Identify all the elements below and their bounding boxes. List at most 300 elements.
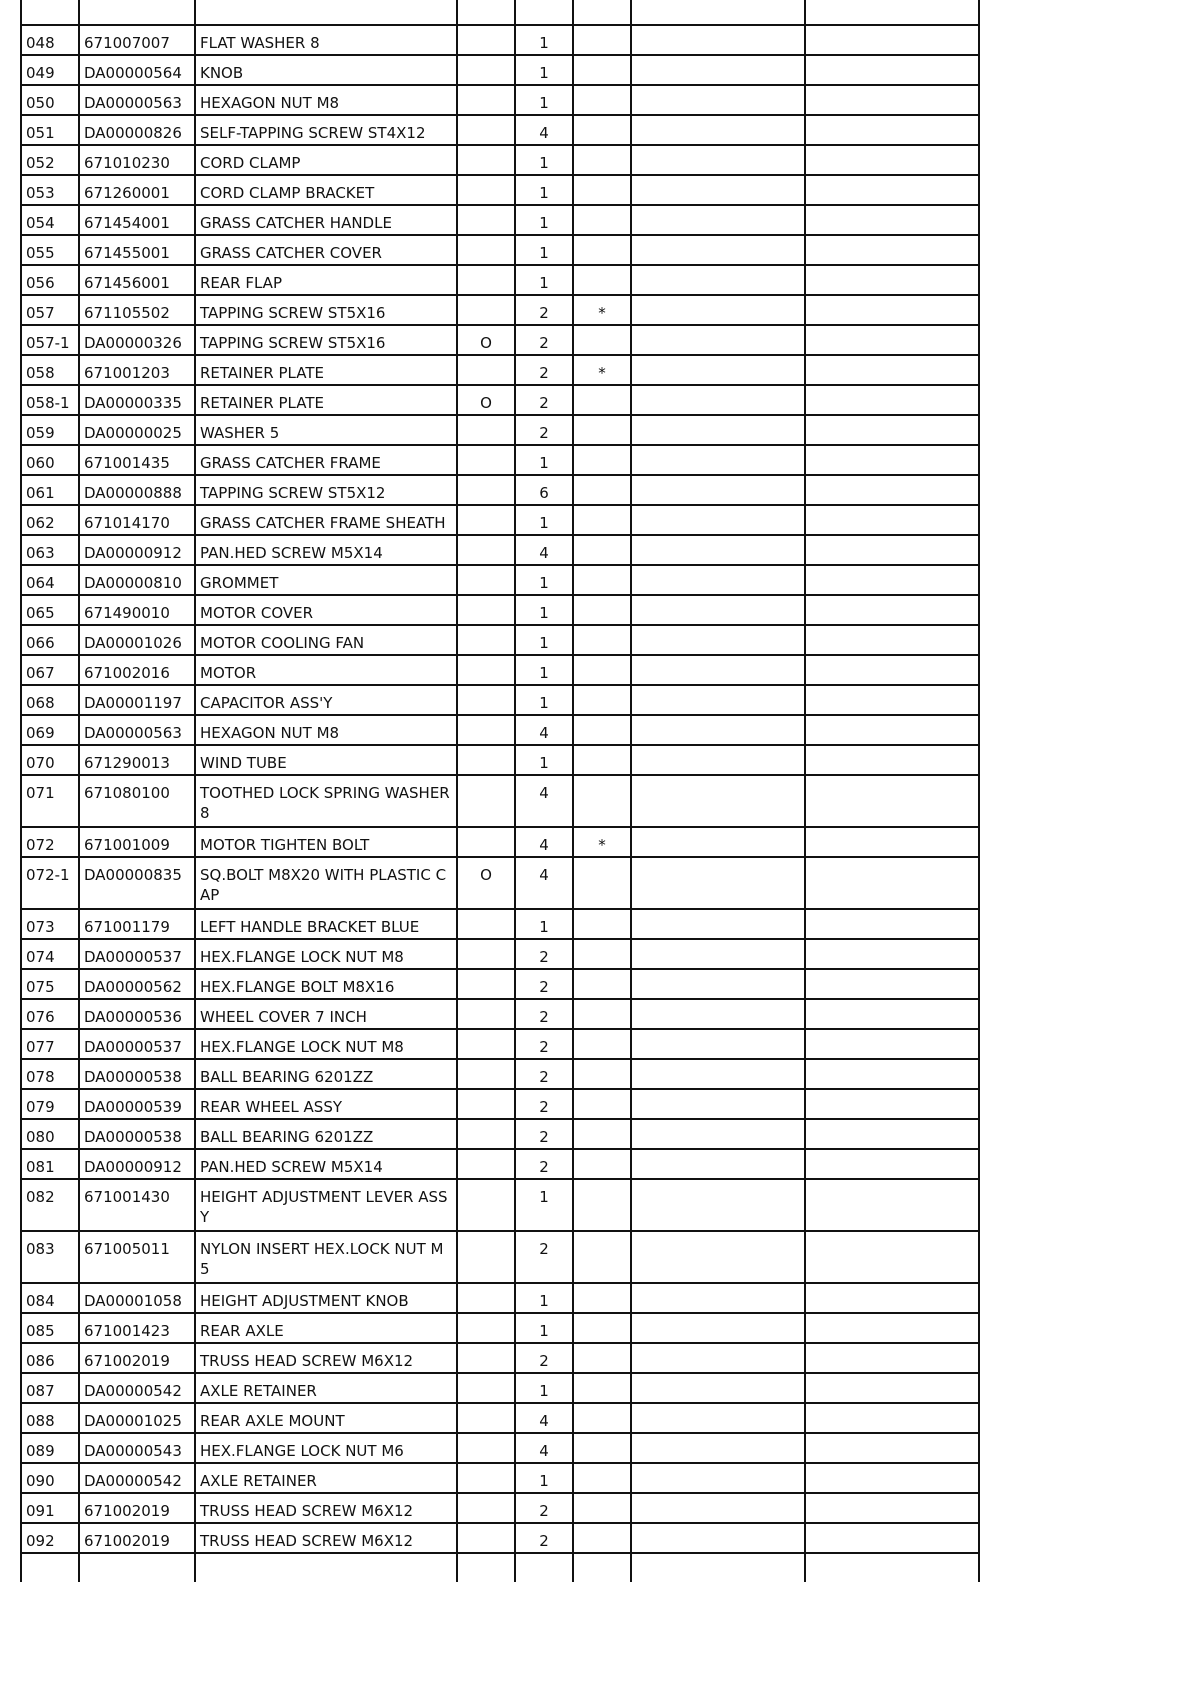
part-number-cell: DA00000835 — [79, 857, 195, 909]
item-number-cell: 072 — [21, 827, 79, 857]
notes-cell — [631, 1149, 805, 1179]
item-number-cell: 081 — [21, 1149, 79, 1179]
remarks-cell — [805, 505, 979, 535]
option-cell — [457, 909, 515, 939]
option-cell — [457, 1119, 515, 1149]
notes-cell — [631, 685, 805, 715]
part-number-cell: 671001179 — [79, 909, 195, 939]
part-number-cell: DA00000912 — [79, 1149, 195, 1179]
description-cell: PAN.HED SCREW M5X14 — [195, 535, 457, 565]
remarks-cell — [805, 25, 979, 55]
part-number-cell: DA00000563 — [79, 85, 195, 115]
part-number-cell: DA00000335 — [79, 385, 195, 415]
remarks-cell — [805, 1433, 979, 1463]
quantity-cell: 1 — [515, 655, 573, 685]
remarks-cell — [805, 1089, 979, 1119]
mark-cell — [573, 655, 631, 685]
remarks-cell — [805, 1231, 979, 1283]
notes-cell — [631, 1231, 805, 1283]
part-number-cell: DA00000539 — [79, 1089, 195, 1119]
notes-cell — [631, 445, 805, 475]
remarks-cell — [805, 1283, 979, 1313]
item-number-cell: 051 — [21, 115, 79, 145]
table-row — [21, 1343, 979, 1373]
description-cell: HEX.FLANGE BOLT M8X16 — [195, 969, 457, 999]
item-number-cell: 090 — [21, 1463, 79, 1493]
notes-cell — [631, 969, 805, 999]
quantity-cell: 1 — [515, 175, 573, 205]
description-cell: AXLE RETAINER — [195, 1463, 457, 1493]
item-number-cell: 074 — [21, 939, 79, 969]
quantity-cell: 1 — [515, 595, 573, 625]
description-cell: REAR WHEEL ASSY — [195, 1089, 457, 1119]
mark-cell — [573, 55, 631, 85]
notes-cell — [631, 25, 805, 55]
notes-cell — [631, 325, 805, 355]
option-cell — [457, 1029, 515, 1059]
mark-cell — [573, 1523, 631, 1553]
mark-cell — [573, 1283, 631, 1313]
mark-cell — [573, 1089, 631, 1119]
description-cell: REAR FLAP — [195, 265, 457, 295]
quantity-cell: 1 — [515, 909, 573, 939]
table-row — [21, 235, 979, 265]
description-cell: CORD CLAMP — [195, 145, 457, 175]
table-top-edge-row — [21, 0, 979, 25]
quantity-cell: 2 — [515, 999, 573, 1029]
notes-cell — [631, 745, 805, 775]
part-number-cell: 671290013 — [79, 745, 195, 775]
table-row — [21, 1231, 979, 1283]
table-row — [21, 325, 979, 355]
description-cell: TRUSS HEAD SCREW M6X12 — [195, 1343, 457, 1373]
table-row — [21, 1059, 979, 1089]
table-row — [21, 295, 979, 325]
description-cell: WASHER 5 — [195, 415, 457, 445]
option-cell — [457, 145, 515, 175]
description-cell: BALL BEARING 6201ZZ — [195, 1119, 457, 1149]
description-cell: HEX.FLANGE LOCK NUT M8 — [195, 1029, 457, 1059]
option-cell — [457, 1179, 515, 1231]
table-row — [21, 939, 979, 969]
mark-cell — [573, 775, 631, 827]
part-number-cell: DA00001058 — [79, 1283, 195, 1313]
table-row — [21, 25, 979, 55]
notes-cell — [631, 265, 805, 295]
quantity-cell: 4 — [515, 1403, 573, 1433]
remarks-cell — [805, 1179, 979, 1231]
remarks-cell — [805, 535, 979, 565]
mark-cell — [573, 625, 631, 655]
option-cell — [457, 595, 515, 625]
item-number-cell: 066 — [21, 625, 79, 655]
table-row — [21, 827, 979, 857]
option-cell — [457, 265, 515, 295]
table-row — [21, 999, 979, 1029]
table-bottom-edge-row — [21, 1553, 979, 1582]
option-cell — [457, 1059, 515, 1089]
option-cell — [457, 1523, 515, 1553]
table-row — [21, 1149, 979, 1179]
quantity-cell: 2 — [515, 295, 573, 325]
part-number-cell: DA00000537 — [79, 939, 195, 969]
option-cell — [457, 1373, 515, 1403]
item-number-cell: 086 — [21, 1343, 79, 1373]
mark-cell — [573, 1119, 631, 1149]
table-row — [21, 445, 979, 475]
remarks-cell — [805, 1493, 979, 1523]
table-row — [21, 1089, 979, 1119]
quantity-cell: 2 — [515, 355, 573, 385]
item-number-cell: 071 — [21, 775, 79, 827]
description-cell: GRASS CATCHER COVER — [195, 235, 457, 265]
quantity-cell: 1 — [515, 235, 573, 265]
quantity-cell: 1 — [515, 85, 573, 115]
notes-cell — [631, 1313, 805, 1343]
option-cell — [457, 1089, 515, 1119]
mark-cell — [573, 1373, 631, 1403]
table-row — [21, 505, 979, 535]
quantity-cell: 4 — [515, 1433, 573, 1463]
notes-cell — [631, 85, 805, 115]
item-number-cell: 061 — [21, 475, 79, 505]
mark-cell — [573, 205, 631, 235]
description-cell: MOTOR TIGHTEN BOLT — [195, 827, 457, 857]
notes-cell — [631, 1523, 805, 1553]
item-number-cell: 063 — [21, 535, 79, 565]
notes-cell — [631, 55, 805, 85]
part-number-cell: DA00000536 — [79, 999, 195, 1029]
part-number-cell: 671456001 — [79, 265, 195, 295]
notes-cell — [631, 909, 805, 939]
option-cell — [457, 535, 515, 565]
notes-cell — [631, 1089, 805, 1119]
description-cell: TAPPING SCREW ST5X16 — [195, 295, 457, 325]
item-number-cell: 069 — [21, 715, 79, 745]
table-row — [21, 1433, 979, 1463]
quantity-cell: 2 — [515, 385, 573, 415]
quantity-cell: 4 — [515, 115, 573, 145]
remarks-cell — [805, 145, 979, 175]
item-number-cell: 077 — [21, 1029, 79, 1059]
description-cell: TRUSS HEAD SCREW M6X12 — [195, 1493, 457, 1523]
notes-cell — [631, 1433, 805, 1463]
item-number-cell: 068 — [21, 685, 79, 715]
remarks-cell — [805, 1029, 979, 1059]
quantity-cell: 2 — [515, 1343, 573, 1373]
table-row — [21, 1283, 979, 1313]
part-number-cell: DA00001197 — [79, 685, 195, 715]
description-cell: HEX.FLANGE LOCK NUT M8 — [195, 939, 457, 969]
description-cell: CORD CLAMP BRACKET — [195, 175, 457, 205]
description-cell: HEXAGON NUT M8 — [195, 715, 457, 745]
description-cell: SELF-TAPPING SCREW ST4X12 — [195, 115, 457, 145]
mark-cell — [573, 685, 631, 715]
mark-cell: * — [573, 295, 631, 325]
item-number-cell: 052 — [21, 145, 79, 175]
mark-cell — [573, 1029, 631, 1059]
notes-cell — [631, 385, 805, 415]
option-cell — [457, 745, 515, 775]
table-row — [21, 1373, 979, 1403]
option-cell — [457, 25, 515, 55]
mark-cell — [573, 857, 631, 909]
remarks-cell — [805, 475, 979, 505]
mark-cell — [573, 1433, 631, 1463]
part-number-cell: DA00000810 — [79, 565, 195, 595]
part-number-cell: 671001009 — [79, 827, 195, 857]
table-row — [21, 1463, 979, 1493]
remarks-cell — [805, 715, 979, 745]
item-number-cell: 072-1 — [21, 857, 79, 909]
part-number-cell: DA00000912 — [79, 535, 195, 565]
quantity-cell: 1 — [515, 25, 573, 55]
mark-cell — [573, 535, 631, 565]
item-number-cell: 065 — [21, 595, 79, 625]
mark-cell — [573, 1403, 631, 1433]
notes-cell — [631, 1373, 805, 1403]
description-cell: TAPPING SCREW ST5X16 — [195, 325, 457, 355]
part-number-cell: DA00001025 — [79, 1403, 195, 1433]
mark-cell — [573, 325, 631, 355]
remarks-cell — [805, 827, 979, 857]
table-row — [21, 685, 979, 715]
part-number-cell: 671014170 — [79, 505, 195, 535]
table-row — [21, 205, 979, 235]
quantity-cell: 1 — [515, 205, 573, 235]
remarks-cell — [805, 655, 979, 685]
notes-cell — [631, 1343, 805, 1373]
remarks-cell — [805, 1343, 979, 1373]
table-row — [21, 595, 979, 625]
item-number-cell: 073 — [21, 909, 79, 939]
mark-cell — [573, 505, 631, 535]
item-number-cell: 076 — [21, 999, 79, 1029]
option-cell — [457, 1433, 515, 1463]
notes-cell — [631, 827, 805, 857]
table-row — [21, 775, 979, 827]
notes-cell — [631, 205, 805, 235]
quantity-cell: 2 — [515, 939, 573, 969]
remarks-cell — [805, 1313, 979, 1343]
item-number-cell: 058 — [21, 355, 79, 385]
notes-cell — [631, 1283, 805, 1313]
table-row — [21, 1179, 979, 1231]
table-row — [21, 415, 979, 445]
remarks-cell — [805, 1059, 979, 1089]
notes-cell — [631, 775, 805, 827]
description-cell: MOTOR COOLING FAN — [195, 625, 457, 655]
notes-cell — [631, 475, 805, 505]
notes-cell — [631, 1029, 805, 1059]
notes-cell — [631, 295, 805, 325]
notes-cell — [631, 1059, 805, 1089]
notes-cell — [631, 857, 805, 909]
quantity-cell: 1 — [515, 1373, 573, 1403]
option-cell — [457, 355, 515, 385]
part-number-cell: DA00000025 — [79, 415, 195, 445]
description-cell: HEIGHT ADJUSTMENT KNOB — [195, 1283, 457, 1313]
item-number-cell: 054 — [21, 205, 79, 235]
option-cell — [457, 1231, 515, 1283]
part-number-cell: DA00000563 — [79, 715, 195, 745]
description-cell: HEXAGON NUT M8 — [195, 85, 457, 115]
part-number-cell: DA00000542 — [79, 1463, 195, 1493]
part-number-cell: DA00000564 — [79, 55, 195, 85]
table-row — [21, 355, 979, 385]
table-row — [21, 115, 979, 145]
part-number-cell: DA00000826 — [79, 115, 195, 145]
description-cell: SQ.BOLT M8X20 WITH PLASTIC CAP — [195, 857, 457, 909]
remarks-cell — [805, 857, 979, 909]
mark-cell — [573, 85, 631, 115]
option-cell: O — [457, 857, 515, 909]
item-number-cell: 057 — [21, 295, 79, 325]
quantity-cell: 2 — [515, 415, 573, 445]
option-cell — [457, 55, 515, 85]
mark-cell — [573, 595, 631, 625]
option-cell — [457, 625, 515, 655]
part-number-cell: 671002019 — [79, 1493, 195, 1523]
part-number-cell: 671080100 — [79, 775, 195, 827]
item-number-cell: 049 — [21, 55, 79, 85]
item-number-cell: 053 — [21, 175, 79, 205]
table-row — [21, 1403, 979, 1433]
mark-cell — [573, 565, 631, 595]
option-cell — [457, 685, 515, 715]
notes-cell — [631, 415, 805, 445]
quantity-cell: 4 — [515, 857, 573, 909]
mark-cell — [573, 1313, 631, 1343]
description-cell: TAPPING SCREW ST5X12 — [195, 475, 457, 505]
remarks-cell — [805, 1463, 979, 1493]
mark-cell — [573, 1179, 631, 1231]
item-number-cell: 060 — [21, 445, 79, 475]
quantity-cell: 1 — [515, 565, 573, 595]
remarks-cell — [805, 265, 979, 295]
item-number-cell: 062 — [21, 505, 79, 535]
mark-cell — [573, 939, 631, 969]
description-cell: REAR AXLE — [195, 1313, 457, 1343]
option-cell — [457, 505, 515, 535]
remarks-cell — [805, 385, 979, 415]
item-number-cell: 082 — [21, 1179, 79, 1231]
option-cell — [457, 1343, 515, 1373]
quantity-cell: 1 — [515, 1313, 573, 1343]
quantity-cell: 1 — [515, 1463, 573, 1493]
quantity-cell: 2 — [515, 1231, 573, 1283]
table-row — [21, 1119, 979, 1149]
description-cell: RETAINER PLATE — [195, 385, 457, 415]
mark-cell — [573, 265, 631, 295]
remarks-cell — [805, 355, 979, 385]
quantity-cell: 2 — [515, 1119, 573, 1149]
notes-cell — [631, 565, 805, 595]
quantity-cell: 2 — [515, 325, 573, 355]
mark-cell — [573, 445, 631, 475]
remarks-cell — [805, 625, 979, 655]
item-number-cell: 075 — [21, 969, 79, 999]
option-cell — [457, 175, 515, 205]
mark-cell — [573, 999, 631, 1029]
table-row — [21, 715, 979, 745]
table-row — [21, 565, 979, 595]
notes-cell — [631, 655, 805, 685]
item-number-cell: 048 — [21, 25, 79, 55]
item-number-cell: 091 — [21, 1493, 79, 1523]
item-number-cell: 079 — [21, 1089, 79, 1119]
quantity-cell: 1 — [515, 1179, 573, 1231]
description-cell: BALL BEARING 6201ZZ — [195, 1059, 457, 1089]
mark-cell — [573, 715, 631, 745]
part-number-cell: 671001203 — [79, 355, 195, 385]
part-number-cell: 671010230 — [79, 145, 195, 175]
description-cell: MOTOR COVER — [195, 595, 457, 625]
notes-cell — [631, 355, 805, 385]
quantity-cell: 4 — [515, 827, 573, 857]
description-cell: WHEEL COVER 7 INCH — [195, 999, 457, 1029]
quantity-cell: 1 — [515, 265, 573, 295]
remarks-cell — [805, 775, 979, 827]
notes-cell — [631, 1493, 805, 1523]
table-row — [21, 969, 979, 999]
remarks-cell — [805, 565, 979, 595]
notes-cell — [631, 535, 805, 565]
table-row — [21, 857, 979, 909]
table-row — [21, 1313, 979, 1343]
table-row — [21, 535, 979, 565]
description-cell: WIND TUBE — [195, 745, 457, 775]
remarks-cell — [805, 1523, 979, 1553]
remarks-cell — [805, 1119, 979, 1149]
remarks-cell — [805, 909, 979, 939]
remarks-cell — [805, 999, 979, 1029]
option-cell — [457, 1313, 515, 1343]
part-number-cell: 671001430 — [79, 1179, 195, 1231]
part-number-cell: 671002019 — [79, 1343, 195, 1373]
part-number-cell: 671001423 — [79, 1313, 195, 1343]
mark-cell — [573, 1463, 631, 1493]
quantity-cell: 6 — [515, 475, 573, 505]
part-number-cell: 671002019 — [79, 1523, 195, 1553]
mark-cell — [573, 115, 631, 145]
item-number-cell: 064 — [21, 565, 79, 595]
option-cell: O — [457, 385, 515, 415]
remarks-cell — [805, 745, 979, 775]
notes-cell — [631, 1403, 805, 1433]
remarks-cell — [805, 445, 979, 475]
description-cell: CAPACITOR ASS'Y — [195, 685, 457, 715]
table-row — [21, 385, 979, 415]
description-cell: TRUSS HEAD SCREW M6X12 — [195, 1523, 457, 1553]
table-row — [21, 265, 979, 295]
table-row — [21, 475, 979, 505]
quantity-cell: 2 — [515, 1059, 573, 1089]
remarks-cell — [805, 685, 979, 715]
notes-cell — [631, 175, 805, 205]
notes-cell — [631, 595, 805, 625]
remarks-cell — [805, 295, 979, 325]
part-number-cell: 671260001 — [79, 175, 195, 205]
remarks-cell — [805, 1149, 979, 1179]
table-row — [21, 625, 979, 655]
table-row — [21, 1493, 979, 1523]
table-row — [21, 1029, 979, 1059]
item-number-cell: 084 — [21, 1283, 79, 1313]
remarks-cell — [805, 415, 979, 445]
item-number-cell: 089 — [21, 1433, 79, 1463]
notes-cell — [631, 715, 805, 745]
